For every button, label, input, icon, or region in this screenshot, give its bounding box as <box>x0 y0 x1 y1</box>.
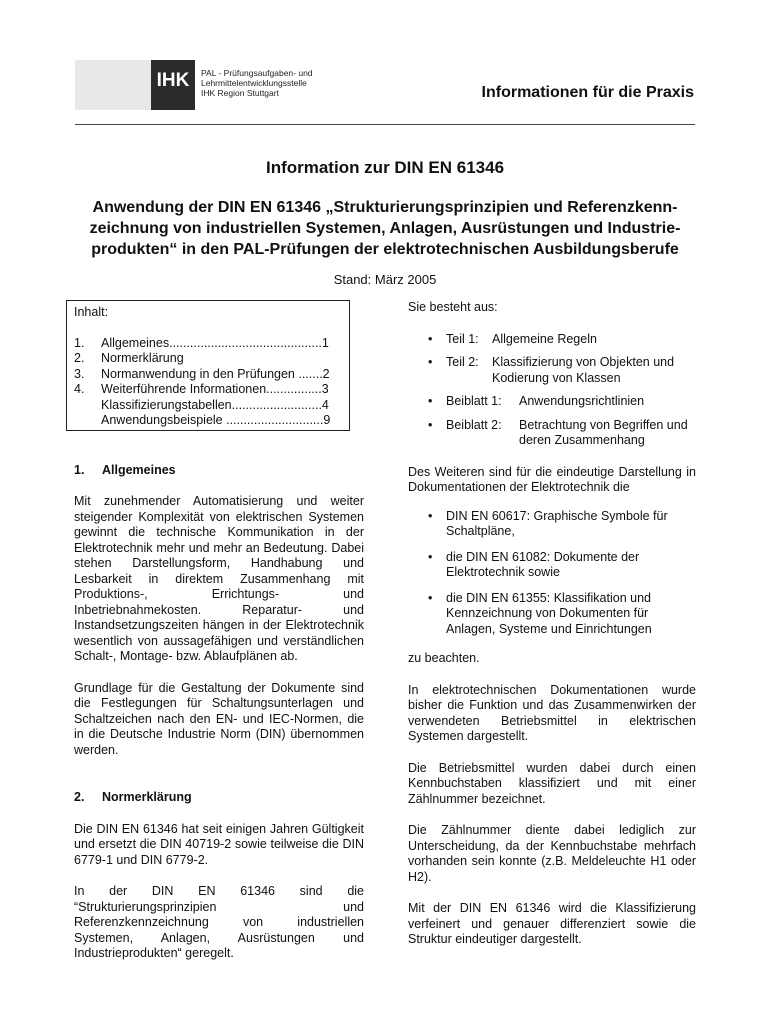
left-column <box>74 300 364 962</box>
section-heading <box>74 463 364 479</box>
list-item <box>408 355 696 386</box>
bullet-icon: • <box>428 331 433 346</box>
header-divider <box>75 124 695 125</box>
toc-entry: Normanwendung in den Prüfungen .......2 <box>101 366 330 381</box>
part-label: Teil 2: <box>446 355 479 369</box>
bullet-icon: • <box>428 549 433 564</box>
part-label: Beiblatt 2: <box>446 417 502 432</box>
bullet-icon: • <box>428 508 433 523</box>
toc-heading: Inhalt: <box>74 305 109 319</box>
header-title: Informationen für die Praxis <box>481 84 694 101</box>
toc-row <box>74 367 341 383</box>
toc-entry: Klassifizierungstabellen..........................4 <box>101 397 329 412</box>
paragraph: Mit zunehmender Automatisierung und weiter steigender Komplexität von elektrischen Systemen gewinnt die technische Kommunikation in der Elektrotechnik mehr und mehr an Bedeutung. Dabei stehen Darstellungsform, Handhabung und Lesbarkeit in direktem Zusammenhang mit Produktions-, Errichtungs- und Inbetriebnahmekosten. Reparatur- und Instandsetzungszeiten hängen in der Elektrotechnik wesentlich von aussagefähigen und verständlichen Schalt-, Montage- bzw. Ablaufplänen ab. <box>74 494 364 663</box>
section-number: 1. <box>74 462 85 477</box>
paragraph: Grundlage für die Gestaltung der Dokumente sind die Festlegungen für Schaltungsunterlagen und Schaltzeichen nach den EN- und IEC-Normen, die in die Deutsche Industrie Norm (DIN) übernommen werden. <box>74 680 364 757</box>
logo-line: PAL - Prüfungsaufgaben- und <box>201 68 313 78</box>
toc-entry: Normerklärung <box>101 351 184 365</box>
bullet-icon: • <box>428 394 433 408</box>
norms-list <box>408 509 696 638</box>
part-entry <box>446 418 696 449</box>
logo-text <box>201 68 313 98</box>
part-text: Klassifizierung von Objekten und Kodierung von Klassen <box>492 355 675 385</box>
norm-text: die DIN EN 61355: Klassifikation und Kennzeichnung von Dokumenten für Anlagen, Systeme und Einrichtungen <box>446 590 652 636</box>
toc-number: 2. <box>74 351 85 365</box>
logo-ihk-mark: IHK <box>151 60 195 110</box>
toc-row <box>74 351 341 367</box>
part-label: Teil 1: <box>446 331 479 346</box>
toc-row <box>74 398 341 414</box>
right-column <box>408 300 696 948</box>
toc-number <box>74 398 101 414</box>
logo-line: Lehrmittelentwicklungsstelle <box>201 78 307 88</box>
logo-line: IHK Region Stuttgart <box>201 88 279 98</box>
subtitle-line: zeichnung von industriellen Systemen, Anlagen, Ausrüstungen und Industrie- <box>89 220 681 237</box>
list-item <box>408 418 696 449</box>
document-date: Stand: März 2005 <box>333 272 437 287</box>
subtitle-line: Anwendung der DIN EN 61346 „Strukturierungsprinzipien und Referenzkenn- <box>92 199 678 216</box>
toc-row <box>74 336 341 352</box>
paragraph: Die Betriebsmittel wurden dabei durch einen Kennbuchstaben klassifiziert und mit einer Zählnummer bezeichnet. <box>408 760 696 806</box>
part-entry <box>446 394 696 410</box>
list-item <box>408 509 696 540</box>
paragraph: Die DIN EN 61346 hat seit einigen Jahren Gültigkeit und ersetzt die DIN 40719-2 sowie teilweise die DIN 6779-1 und DIN 6779-2. <box>74 821 364 867</box>
section-title: Allgemeines <box>102 462 176 477</box>
paragraph: In der DIN EN 61346 sind die “Strukturierungsprinzipien und Referenzkennzeichnung von industriellen Systemen, Anlagen, Ausrüstungen und Industrieprodukten“ geregelt. <box>74 884 364 960</box>
document-subtitle <box>75 197 695 260</box>
table-of-contents <box>66 300 350 431</box>
norm-text: die DIN EN 61082: Dokumente der Elektrotechnik sowie <box>446 549 640 579</box>
paragraph: Des Weiteren sind für die eindeutige Darstellung in Dokumentationen der Elektrotechnik die <box>408 464 696 494</box>
part-text: Allgemeine Regeln <box>492 331 597 346</box>
part-entry <box>446 355 696 386</box>
bullet-icon: • <box>428 590 433 605</box>
subtitle-line: produkten“ in den PAL-Prüfungen der elektrotechnischen Ausbildungsberufe <box>91 241 679 258</box>
paragraph: In elektrotechnischen Dokumentationen wurde bisher die Funktion und das Zusammenwirken der verwendeten Betriebsmittel in elektrischen Systemen dargestellt. <box>408 682 696 743</box>
toc-entry: Weiterführende Informationen................3 <box>101 382 329 396</box>
norm-text: DIN EN 60617: Graphische Symbole für Schaltpläne, <box>446 508 668 538</box>
section-number: 2. <box>74 790 85 804</box>
part-text: Anwendungsrichtlinien <box>519 394 645 408</box>
list-item <box>408 550 696 581</box>
toc-number: 4. <box>74 382 85 396</box>
section-title: Normerklärung <box>102 790 192 804</box>
bullet-icon: • <box>428 417 433 432</box>
section-heading <box>74 790 364 806</box>
part-text: Betrachtung von Begriffen und deren Zusammenhang <box>519 417 688 447</box>
toc-entry: Allgemeines............................................1 <box>101 335 329 350</box>
toc-row <box>74 413 341 429</box>
document-title: Information zur DIN EN 61346 <box>265 158 505 177</box>
toc-number <box>74 413 101 429</box>
ihk-logo <box>75 60 315 110</box>
paragraph: zu beachten. <box>408 651 480 665</box>
part-label: Beiblatt 1: <box>446 394 502 408</box>
toc-row <box>74 382 341 398</box>
toc-number: 1. <box>74 335 85 350</box>
paragraph: Sie besteht aus: <box>408 300 498 314</box>
list-item <box>408 591 696 638</box>
list-item <box>408 332 696 348</box>
paragraph: Die Zählnummer diente dabei lediglich zur Unterscheidung, da der Kennbuchstabe mehrfach vorhanden sein konnte (z.B. Meldeleuchte H1 oder H2). <box>408 823 696 884</box>
toc-entry: Anwendungsbeispiele ............................9 <box>101 413 331 427</box>
part-entry <box>446 332 696 348</box>
paragraph: Mit der DIN EN 61346 wird die Klassifizierung verfeinert und genauer differenziert sowie die Struktur eindeutiger dargestellt. <box>408 901 696 946</box>
toc-number: 3. <box>74 366 85 381</box>
bullet-icon: • <box>428 355 433 369</box>
parts-list <box>408 332 696 449</box>
list-item <box>408 394 696 410</box>
